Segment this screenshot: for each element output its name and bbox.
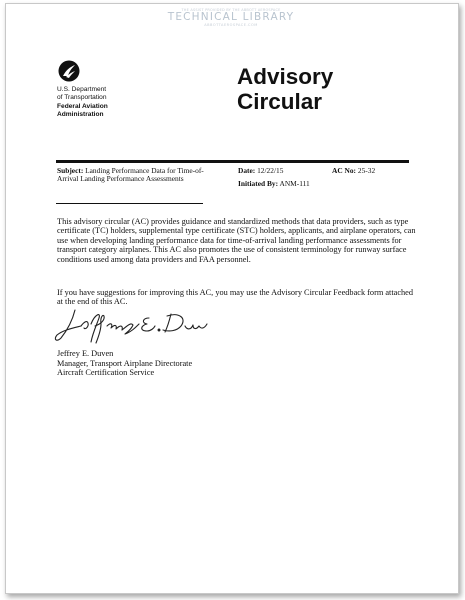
watermark-top-text: THE ASSIST PROVIDED BY THE ABBOTT AEROSPACE (181, 8, 281, 12)
dot-seal-icon (58, 60, 80, 82)
date-value: 12/22/15 (257, 166, 284, 175)
signer-title: Manager, Transport Airplane Directorate (57, 358, 193, 368)
subject-block (57, 167, 207, 183)
initiated-label: Initiated By: (238, 179, 279, 188)
document-page (5, 3, 459, 594)
watermark (156, 8, 306, 27)
dept-line-4: Administration (57, 110, 104, 118)
signer-block (57, 349, 192, 378)
dept-line-3: Federal Aviation (57, 102, 108, 110)
date-label: Date: (238, 166, 256, 175)
title-line-1: Advisory (237, 64, 334, 89)
dept-line-2: of Transportation (57, 94, 107, 102)
subject-rule (56, 203, 203, 204)
acno-label: AC No: (332, 166, 357, 175)
initiated-by-block (238, 180, 310, 188)
ac-number-block (332, 167, 375, 175)
signature-image (51, 304, 211, 346)
body-paragraph-1: This advisory circular (AC) provides guidance and standardized methods that data providers, such as type certificate (TC) holders, supplemental type certificate (STC) holders, applicants, and airplane operators, can use when developing landing performance data for time-of-arrival landing performance assessments for transport category airplanes. This AC also promotes the use of consistent terminology for runway surface conditions used among data providers and FAA personnel. (57, 217, 416, 264)
acno-value: 25-32 (357, 166, 376, 175)
dept-line-1: U.S. Department (57, 86, 107, 93)
date-block (238, 167, 283, 175)
department-block (57, 86, 108, 119)
watermark-main-text: TECHNICAL LIBRARY (167, 11, 295, 23)
initiated-value: ANM-111 (279, 179, 310, 188)
subject-text: Landing Performance Data for Time-of-Arrival Landing Performance Assessments (57, 166, 204, 184)
header-rule (56, 160, 409, 163)
signer-org: Aircraft Certification Service (57, 368, 155, 378)
watermark-sub-text: ABBOTTAEROSPACE.COM (204, 23, 258, 27)
body-paragraph-2: If you have suggestions for improving this AC, you may use the Advisory Circular Feedback form attached at the end of this AC. (57, 288, 414, 307)
title-line-2: Circular (237, 89, 323, 114)
document-title (237, 64, 333, 114)
signer-name: Jeffrey E. Duven (57, 349, 114, 358)
subject-label: Subject: (57, 166, 84, 175)
